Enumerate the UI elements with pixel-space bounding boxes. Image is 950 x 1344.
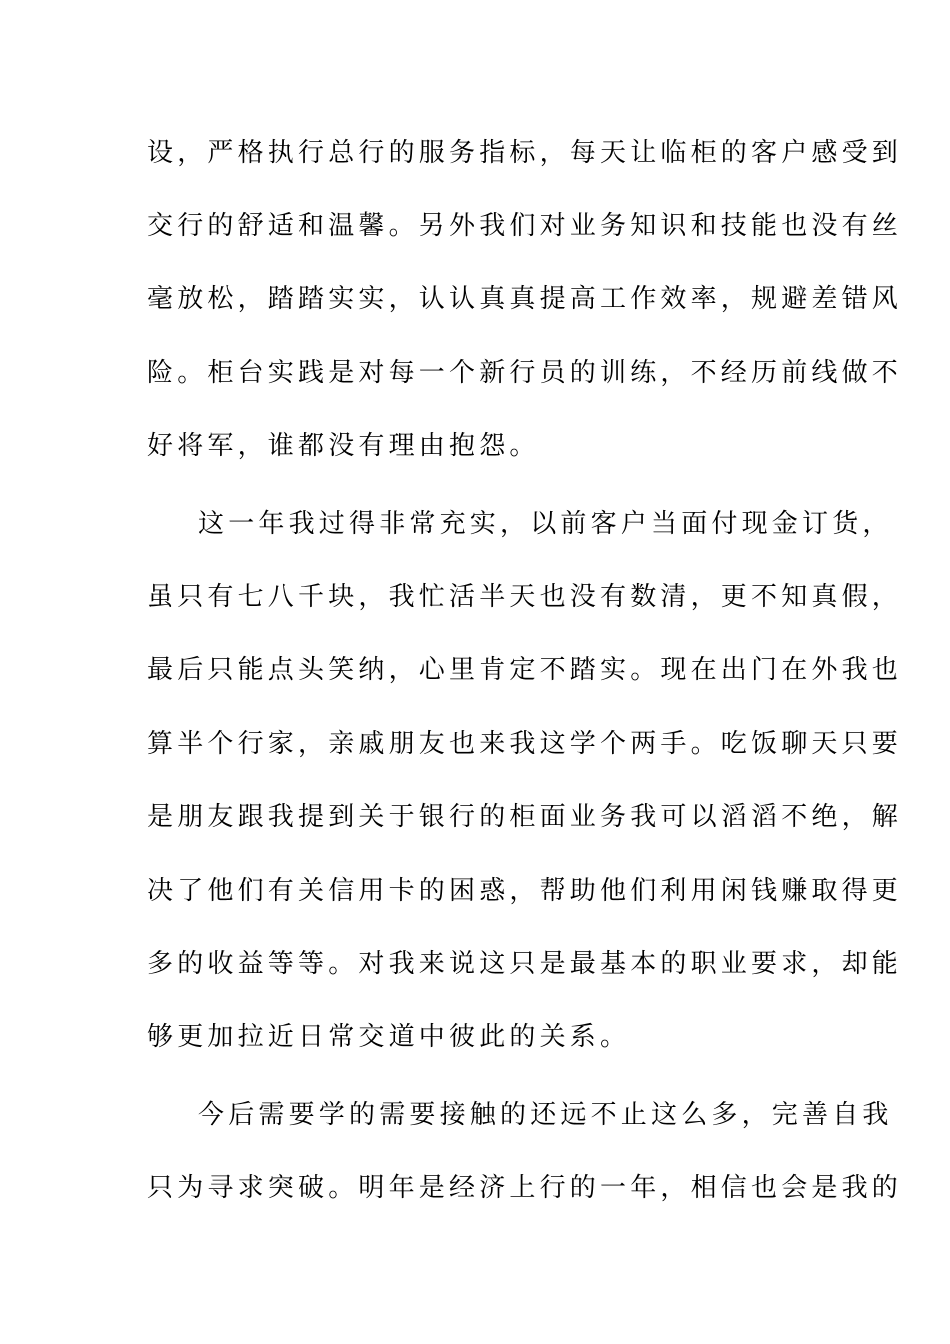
text-line: 今后需要学的需要接触的还远不止这么多，完善自我 bbox=[198, 1100, 893, 1130]
text-line: 只为寻求突破。明年是经济上行的一年，相信也会是我的 bbox=[147, 1173, 903, 1203]
text-line: 决了他们有关信用卡的困惑，帮助他们利用闲钱赚取得更 bbox=[147, 876, 903, 906]
text-line: 虽只有七八千块，我忙活半天也没有数清，更不知真假， bbox=[147, 582, 903, 612]
text-line: 算半个行家，亲戚朋友也来我这学个两手。吃饭聊天只要 bbox=[147, 729, 903, 759]
text-line: 设，严格执行总行的服务指标，每天让临柜的客户感受到 bbox=[147, 138, 903, 168]
text-line: 交行的舒适和温馨。另外我们对业务知识和技能也没有丝 bbox=[147, 211, 903, 241]
text-line: 这一年我过得非常充实，以前客户当面付现金订货， bbox=[198, 509, 893, 539]
text-line: 最后只能点头笑纳，心里肯定不踏实。现在出门在外我也 bbox=[147, 655, 903, 685]
text-line: 是朋友跟我提到关于银行的柜面业务我可以滔滔不绝，解 bbox=[147, 802, 903, 832]
text-line: 多的收益等等。对我来说这只是最基本的职业要求，却能 bbox=[147, 949, 903, 979]
text-line: 够更加拉近日常交道中彼此的关系。 bbox=[147, 1022, 631, 1052]
text-line: 险。柜台实践是对每一个新行员的训练，不经历前线做不 bbox=[147, 358, 903, 388]
text-line: 好将军，谁都没有理由抱怨。 bbox=[147, 431, 540, 461]
text-line: 毫放松，踏踏实实，认认真真提高工作效率，规避差错风 bbox=[147, 284, 903, 314]
